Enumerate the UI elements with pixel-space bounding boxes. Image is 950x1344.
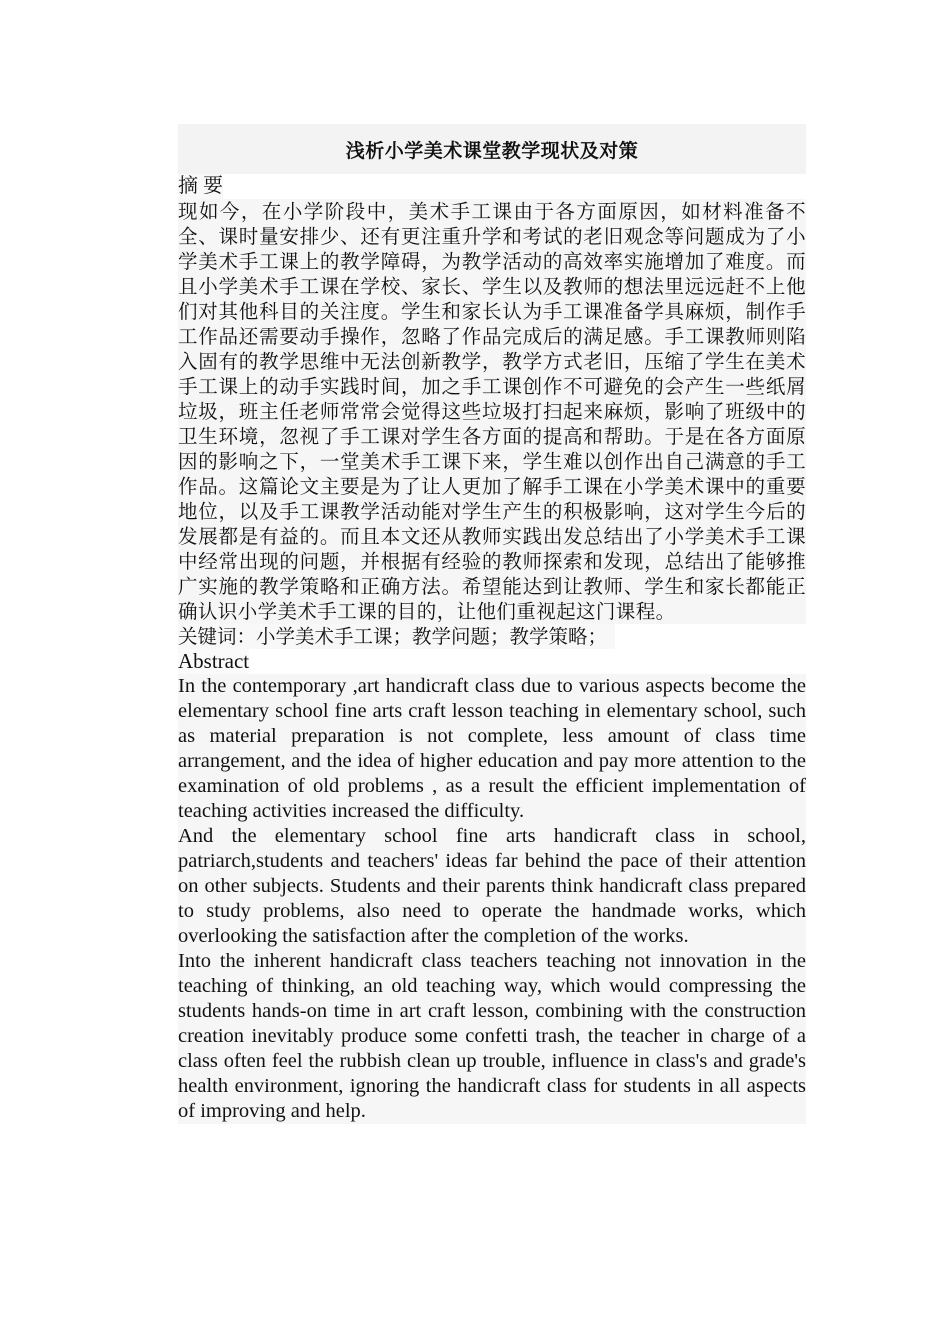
abstract-en-label-text: Abstract xyxy=(178,649,250,673)
keywords-text: 关键词：小学美术手工课；教学问题；教学策略； xyxy=(178,624,615,649)
abstract-en-paragraph-1: In the contemporary ,art handicraft class due to various aspects become the elementary school fine arts craft lesson teaching in elementary school, such as material preparation is not complete, less amount of class time arrangement, and the idea of higher education and pay more attention to the examination of old problems , as a result the efficient implementation of teaching activities increased the difficulty. xyxy=(178,675,806,822)
abstract-cn-label xyxy=(178,174,806,199)
document-title: 浅析小学美术课堂教学现状及对策 xyxy=(178,124,806,174)
abstract-cn-label-text: 摘 要 xyxy=(178,175,223,197)
abstract-en-paragraph-3: Into the inherent handicraft class teachers teaching not innovation in the teaching of thinking, an old teaching way, which would compressing the students hands-on time in art craft lesson, combining with the construction creation inevitably produce some confetti trash, the teacher in charge of a class often feel the rubbish clean up trouble, influence in class's and grade's health environment, ignoring the handicraft class for students in all aspects of improving and help. xyxy=(178,950,806,1122)
document-page xyxy=(178,124,806,1124)
abstract-en-label xyxy=(178,649,806,674)
keywords-line xyxy=(178,624,806,649)
abstract-en-paragraph-2: And the elementary school fine arts handicraft class in school, patriarch,students and teachers' ideas far behind the pace of their attention on other subjects. Students and their parents think handicraft class prepared to study problems, also need to operate the handmade works, which overlooking the satisfaction after the completion of the works. xyxy=(178,825,806,947)
abstract-cn-body: 现如今，在小学阶段中，美术手工课由于各方面原因，如材料准备不全、课时量安排少、还有更注重升学和考试的老旧观念等问题成为了小学美术手工课上的教学障碍，为教学活动的高效率实施增加了难度。而且小学美术手工课在学校、家长、学生以及教师的想法里远远赶不上他们对其他科目的关注度。学生和家长认为手工课准备学具麻烦，制作手工作品还需要动手操作，忽略了作品完成后的满足感。手工课教师则陷入固有的教学思维中无法创新教学，教学方式老旧，压缩了学生在美术手工课上的动手实践时间，加之手工课创作不可避免的会产生一些纸屑垃圾，班主任老师常常会觉得这些垃圾打扫起来麻烦，影响了班级中的卫生环境，忽视了手工课对学生各方面的提高和帮助。于是在各方面原因的影响之下，一堂美术手工课下来，学生难以创作出自己满意的手工作品。这篇论文主要是为了让人更加了解手工课在小学美术课中的重要地位，以及手工课教学活动能对学生产生的积极影响，这对学生今后的发展都是有益的。而且本文还从教师实践出发总结出了小学美术手工课中经常出现的问题，并根据有经验的教师探索和发现，总结出了能够推广实施的教学策略和正确方法。希望能达到让教师、学生和家长都能正确认识小学美术手工课的目的，让他们重视起这门课程。 xyxy=(178,200,806,623)
